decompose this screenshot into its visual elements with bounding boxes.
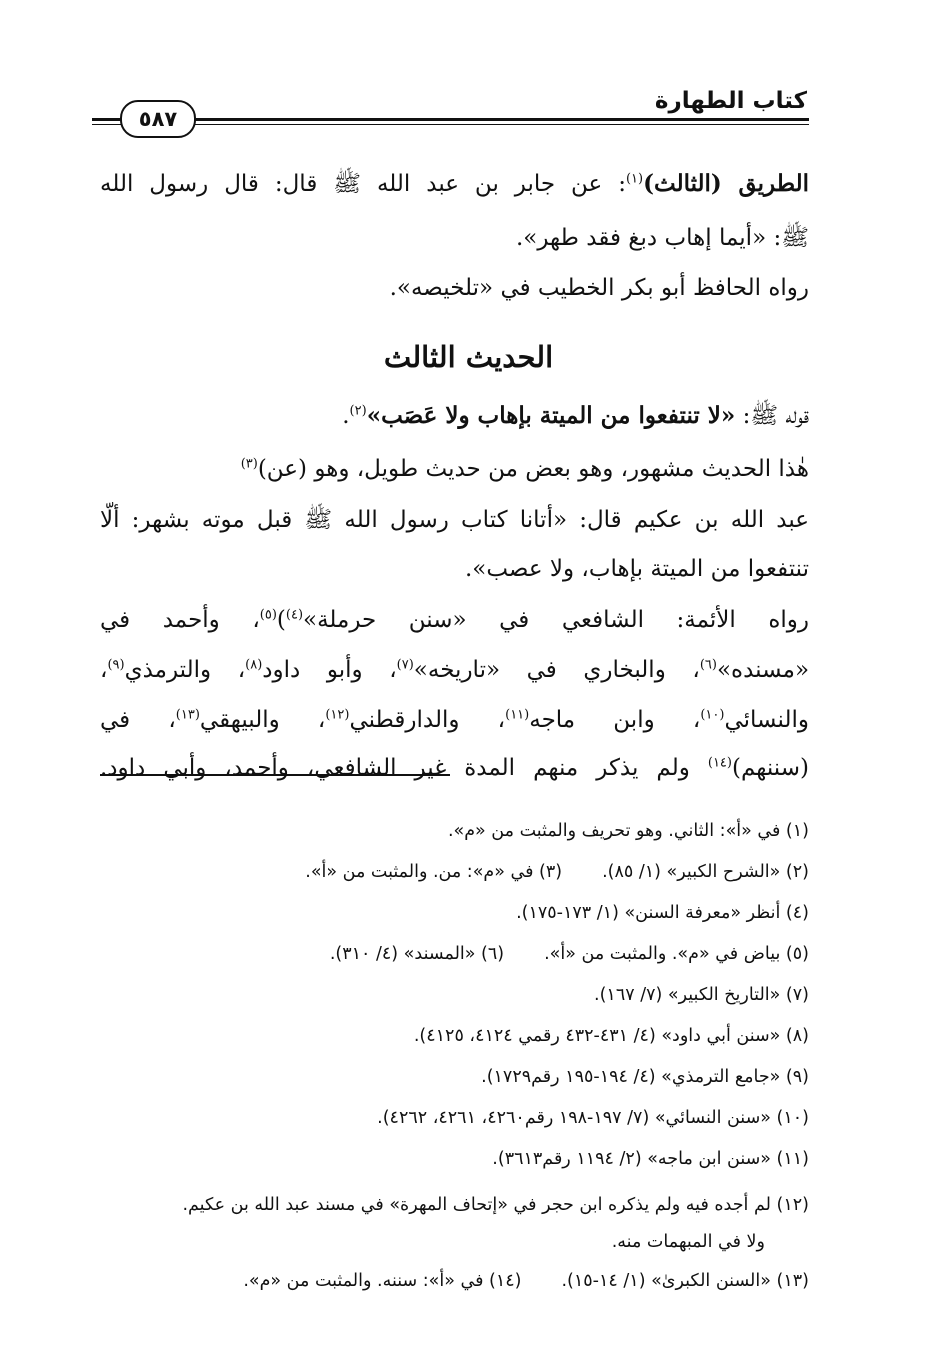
text-span: والنسائي bbox=[724, 707, 809, 733]
footnote-ref: (١) bbox=[625, 171, 644, 187]
footnote-ref: (٥) bbox=[259, 607, 277, 623]
footnote-ref: (٧) bbox=[396, 657, 414, 673]
footnote-ref: (١١) bbox=[505, 707, 530, 723]
text-span: ولم يذكر منهم المدة غير الشافعي، وأحمد، وأبي داود. bbox=[100, 755, 708, 781]
footnote-ref: (٤) bbox=[285, 607, 304, 623]
footnote-ref: (١٠) bbox=[700, 707, 725, 723]
text-line: ﷺ: «أيما إهاب دبغ فقد طهر». bbox=[515, 225, 809, 251]
footnote: (١٢) لم أجده فيه ولم يذكره ابن حجر في «إتحاف المهرة» في مسند عبد الله بن عكيم. bbox=[182, 1195, 809, 1215]
text-line bbox=[100, 168, 809, 200]
footnote-ref: (٨) bbox=[245, 657, 263, 673]
footnote-ref: (٩) bbox=[107, 657, 125, 673]
footnote-line bbox=[96, 859, 809, 885]
footnote-ref: (٣) bbox=[240, 456, 258, 472]
hadith-text: «لا تنتفعوا من الميتة بإهاب ولا عَصَب» bbox=[366, 402, 736, 429]
footnote: (١٣) «السنن الكبرىٰ» (١/ ١٤-١٥). bbox=[561, 1271, 809, 1291]
header-rule bbox=[92, 118, 809, 121]
footnote-ref: (٢) bbox=[349, 403, 367, 419]
text-span: ، bbox=[100, 657, 108, 683]
footnote: (٩) «جامع الترمذي» (٤/ ١٩٤-١٩٥ رقم١٧٢٩). bbox=[481, 1067, 809, 1087]
text-line: عبد الله بن عكيم قال: «أتانا كتاب رسول الله ﷺ قبل موته بشهر: ألّا bbox=[100, 507, 809, 533]
text-line bbox=[100, 752, 809, 784]
text-span: (سننهم) bbox=[731, 755, 809, 781]
text-span: ، والترمذي bbox=[124, 657, 246, 683]
footnote-line bbox=[96, 1268, 809, 1294]
footnote: (٣) في «م»: من. والمثبت من «أ». bbox=[305, 862, 563, 882]
text-line bbox=[100, 604, 809, 636]
text-span: «مسنده» bbox=[716, 657, 810, 683]
path-label: الطريق (الثالث) bbox=[643, 170, 809, 197]
header-rule-thin bbox=[92, 124, 809, 125]
text-line: تنتفعوا من الميتة بإهاب، ولا عصب». bbox=[464, 556, 809, 582]
text-span: هٰذا الحديث مشهور، وهو بعض من حديث طويل، وهو (عن) bbox=[257, 456, 809, 482]
text-span: رواه الأئمة: الشافعي في «سنن حرملة» bbox=[303, 607, 810, 633]
text-span: ، وابن ماجه bbox=[529, 707, 701, 733]
text-line: رواه الحافظ أبو بكر الخطيب في «تلخيصه». bbox=[389, 275, 809, 301]
footnote-ref: (١٣) bbox=[175, 707, 200, 723]
text-span: : عن جابر بن عبد الله ﷺ قال: قال رسول الله bbox=[100, 171, 626, 197]
page-number: ٥٨٧ bbox=[120, 100, 196, 138]
footnote: (٧) «التاريخ الكبير» (٧/ ١٦٧). bbox=[594, 985, 809, 1005]
footnote: (١١) «سنن ابن ماجه» (٢/ ١١٩٤ رقم٣٦١٣). bbox=[492, 1149, 809, 1169]
text-span: ، والبيهقي bbox=[199, 707, 326, 733]
text-span: ، وأبو داود bbox=[262, 657, 397, 683]
text-span: . bbox=[342, 403, 350, 429]
footnote: (٨) «سنن أبي داود» (٤/ ٤٣١-٤٣٢ رقمي ٤١٢٤، ٤١٢٥). bbox=[413, 1026, 809, 1046]
text-span: ، في bbox=[100, 707, 176, 733]
footnote: (٤) أنظر «معرفة السنن» (١/ ١٧٣-١٧٥). bbox=[516, 903, 809, 923]
footnote: (٢) «الشرح الكبير» (١/ ٨٥). bbox=[602, 862, 809, 882]
footnote: (١) في «أ»: الثاني. وهو تحريف والمثبت من «م». bbox=[447, 821, 809, 841]
section-heading: الحديث الثالث bbox=[383, 340, 554, 374]
text-line bbox=[100, 453, 809, 485]
text-span: ، وأحمد في bbox=[100, 607, 260, 633]
text-span: ، والبخاري في «تاريخه» bbox=[413, 657, 700, 683]
text-line bbox=[100, 654, 809, 686]
footnote-continuation: ولا في المبهمات منه. bbox=[611, 1232, 765, 1252]
footnote: (١٤) في «أ»: سننه. والمثبت من «م». bbox=[243, 1271, 522, 1291]
footnote: (٥) بياض في «م». والمثبت من «أ». bbox=[544, 944, 809, 964]
footnote-separator bbox=[100, 774, 450, 776]
footnote: (٦) «المسند» (٤/ ٣١٠). bbox=[329, 944, 505, 964]
text-span: قوله ﷺ: bbox=[735, 403, 809, 429]
footnote-ref: (١٤) bbox=[707, 755, 732, 771]
footnote-ref: (٦) bbox=[699, 657, 717, 673]
hadith-line bbox=[100, 400, 809, 432]
footnote-ref: (١٢) bbox=[325, 707, 350, 723]
text-line bbox=[100, 704, 809, 736]
running-header-title: كتاب الطهارة bbox=[654, 88, 807, 114]
footnote: (١٠) «سنن النسائي» (٧/ ١٩٧-١٩٨ رقم٤٢٦٠، ٤٢٦١، ٤٢٦٢). bbox=[377, 1108, 809, 1128]
footnote-line bbox=[96, 941, 809, 967]
text-span: ، والدارقطني bbox=[349, 707, 506, 733]
text-span: ) bbox=[276, 607, 286, 633]
